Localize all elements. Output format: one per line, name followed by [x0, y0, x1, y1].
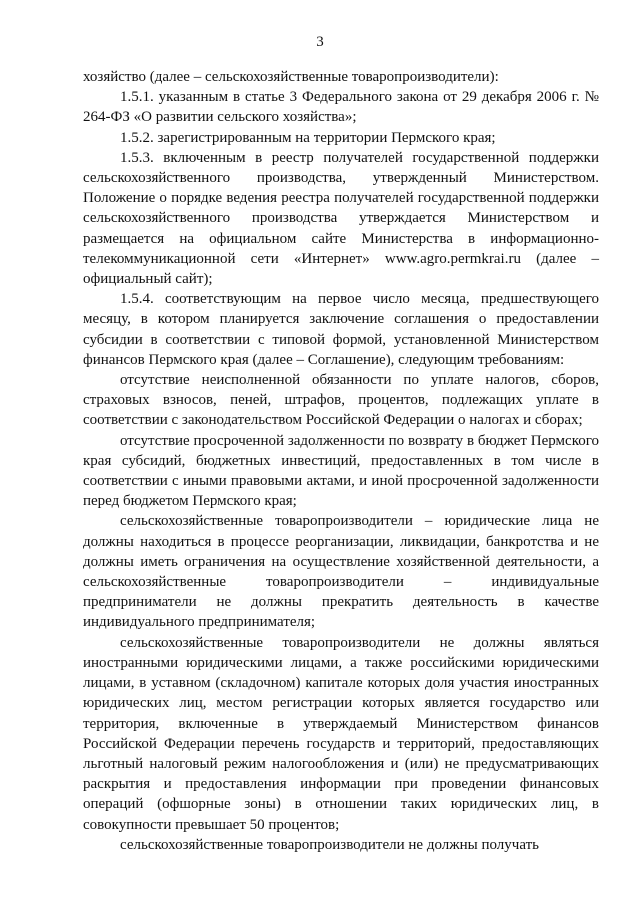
requirement-no-reorganization: сельскохозяйственные товаропроизводители – юридические лица не должны находиться в процессе реорганизации, ликвидации, банкротства и не должны иметь ограничения на осуществление хозяйственной деятельности, а сельскохозяйственные товаропроизводители – индивидуальные предприниматели не должны прекратить деятельность в качестве индивидуального предпринимателя;: [83, 513, 599, 631]
requirement-not-receiving: сельскохозяйственные товаропроизводители не должны получать: [120, 836, 539, 853]
requirement-no-tax-debt: отсутствие неисполненной обязанности по уплате налогов, сборов, страховых взносов, пеней, штрафов, процентов, подлежащих уплате в соответствии с законодательством Российской Федерации о налогах и сборах;: [83, 372, 599, 429]
paragraph-1-5-3: 1.5.3. включенным в реестр получателей государственной поддержки сельскохозяйственного производства, утвержденный Министерством. Положение о порядке ведения реестра получателей государственной поддержки сельскохозяйственного производства утверждается Министерством и размещается на официальном сайте Министерства в информационно-телекоммуникационной сети «Интернет» www.agro.permkrai.ru (далее – официальный сайт);: [83, 149, 599, 288]
requirement-no-budget-debt: отсутствие просроченной задолженности по возврату в бюджет Пермского края субсидий, бюджетных инвестиций, предоставленных в том числе в соответствии с иными правовыми актами, и иной просроченной задолженности перед бюджетом Пермского края;: [83, 432, 599, 510]
document-body: [83, 67, 599, 855]
page-number: 3: [316, 34, 324, 50]
paragraph-continuation: хозяйство (далее – сельскохозяйственные товаропроизводители):: [83, 69, 499, 85]
paragraph-1-5-4: 1.5.4. соответствующим на первое число месяца, предшествующего месяцу, в котором планируется заключение соглашения о предоставлении субсидии в соответствии с типовой формой, установленной Министерством финансов Пермского края (далее – Соглашение), следующим требованиям:: [83, 291, 599, 368]
paragraph-1-5-2: 1.5.2. зарегистрированным на территории Пермского края;: [120, 129, 496, 146]
requirement-not-foreign-entity: сельскохозяйственные товаропроизводители не должны являться иностранными юридическими лицами, а также российскими юридическими лицами, в уставном (складочном) капитале которых доля участия иностранных юридических лиц, местом регистрации которых является государство или территория, включенные в утверждаемый Министерством финансов Российской Федерации перечень государств и территорий, предоставляющих льготный налоговый режим налогообложения и (или) не предусматривающих раскрытия и предоставления информации при проведении финансовых операций (офшорные зоны) в отношении таких юридических лиц, в совокупности превышает 50 процентов;: [83, 634, 599, 833]
paragraph-1-5-1: 1.5.1. указанным в статье 3 Федерального закона от 29 декабря 2006 г. № 264-ФЗ «О развитии сельского хозяйства»;: [83, 89, 599, 126]
